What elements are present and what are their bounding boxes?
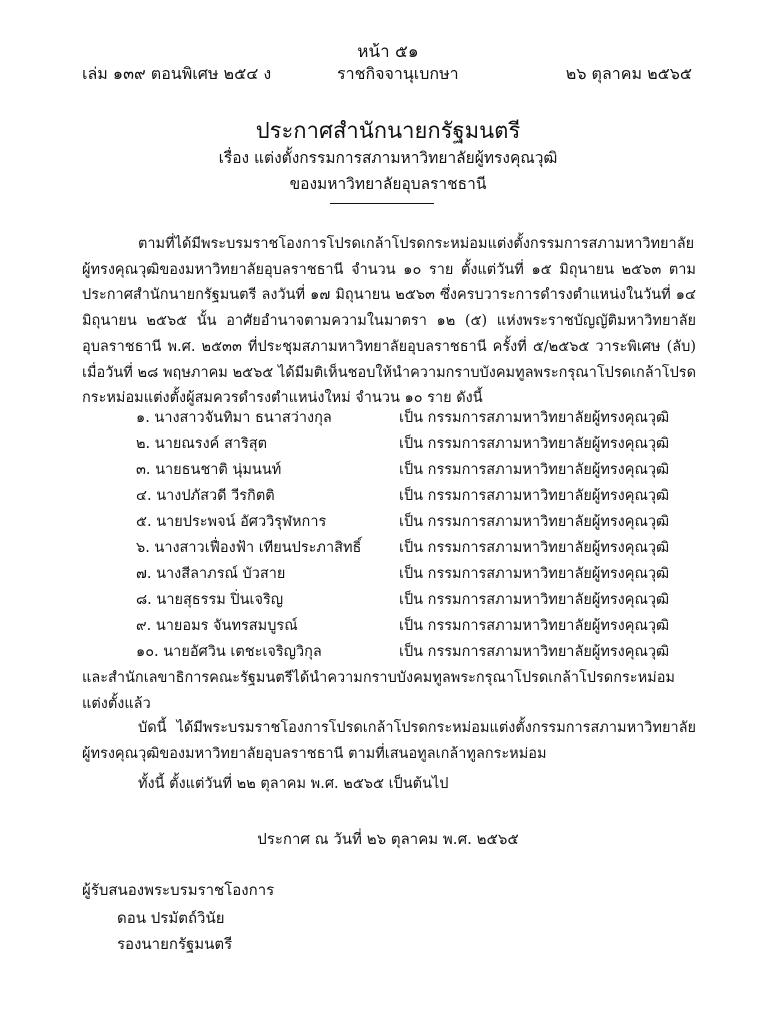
body-paragraph-3-text: บัดนี้ ได้มีพระบรมราชโองการโปรดเกล้าโปรดกระหม่อมแต่งตั้งกรรมการสภามหาวิทยาลัยผู้ทรงคุณวุฒิของมหาวิทยาลัยอุบลราชธานี ตามที่เสนอทูลเกล้าทูลกระหม่อม — [82, 720, 696, 762]
appointee-position: เป็น กรรมการสภามหาวิทยาลัยผู้ทรงคุณวุฒิ — [399, 644, 670, 660]
appointee-position: เป็น กรรมการสภามหาวิทยาลัยผู้ทรงคุณวุฒิ — [399, 436, 670, 452]
appointee-position: เป็น กรรมการสภามหาวิทยาลัยผู้ทรงคุณวุฒิ — [399, 618, 670, 634]
appointee-name: ๖. นางสาวเฟื่องฟ้า เทียนประภาสิทธิ์ — [136, 540, 362, 556]
body-paragraph-1 — [82, 232, 696, 412]
body-paragraph-2: และสำนักเลขาธิการคณะรัฐมนตรีได้นำความกราบบังคมทูลพระกรุณาโปรดเกล้าโปรดกระหม่อมแต่งตั้งแล้ว — [82, 670, 675, 712]
appointee-name: ๘. นายสุธรรม ปิ่นเจริญ — [136, 592, 284, 608]
effective-date: ทั้งนี้ ตั้งแต่วันที่ ๒๒ ตุลาคม พ.ศ. ๒๕๖๕ เป็นต้นไป — [138, 776, 449, 792]
appointee-name: ๒. นายณรงค์ สาริสุต — [136, 436, 268, 452]
appointee-position: เป็น กรรมการสภามหาวิทยาลัยผู้ทรงคุณวุฒิ — [399, 410, 670, 426]
appointee-position: เป็น กรรมการสภามหาวิทยาลัยผู้ทรงคุณวุฒิ — [399, 488, 670, 504]
subject-line: เรื่อง แต่งตั้งกรรมการสภามหาวิทยาลัยผู้ทรงคุณวุฒิ — [218, 149, 558, 167]
appointee-name: ๓. นายธนชาติ นุ่มนนท์ — [136, 462, 282, 478]
gazette-name: ราชกิจจานุเบกษา — [337, 64, 459, 83]
countersign-label: ผู้รับสนองพระบรมราชโองการ — [82, 881, 275, 899]
announcement-date: ประกาศ ณ วันที่ ๒๖ ตุลาคม พ.ศ. ๒๕๖๕ — [257, 830, 519, 848]
signatory-name: ดอน ปรมัตถ์วินัย — [117, 909, 225, 927]
appointee-position: เป็น กรรมการสภามหาวิทยาลัยผู้ทรงคุณวุฒิ — [399, 592, 670, 608]
appointee-position: เป็น กรรมการสภามหาวิทยาลัยผู้ทรงคุณวุฒิ — [399, 514, 670, 530]
signatory-title: รองนายกรัฐมนตรี — [117, 935, 233, 953]
volume-info: เล่ม ๑๓๙ ตอนพิเศษ ๒๕๔ ง — [82, 64, 272, 83]
body-paragraph-3 — [82, 716, 696, 767]
page-number: หน้า ๕๑ — [357, 42, 419, 62]
appointee-name: ๑๐. นายอัศวิน เตชะเจริญวิกุล — [136, 644, 322, 660]
appointee-position: เป็น กรรมการสภามหาวิทยาลัยผู้ทรงคุณวุฒิ — [399, 540, 670, 556]
gazette-header — [82, 62, 692, 86]
announcement-title: ประกาศสำนักนายกรัฐมนตรี — [255, 119, 521, 144]
body-paragraph-1-text: ตามที่ได้มีพระบรมราชโองการโปรดเกล้าโปรดกระหม่อมแต่งตั้งกรรมการสภามหาวิทยาลัยผู้ทรงคุณวุฒิของมหาวิทยาลัยอุบลราชธานี จำนวน ๑๐ ราย ตั้งแต่วันที่ ๑๕ มิถุนายน ๒๕๖๓ ตามประกาศสำนักนายกรัฐมนตรี ลงวันที่ ๑๗ มิถุนายน ๒๕๖๓ ซึ่งครบวาระการดำรงตำแหน่งในวันที่ ๑๔ มิถุนายน ๒๕๖๕ นั้น อาศัยอำนาจตามความในมาตรา ๑๒ (๕) แห่งพระราชบัญญัติมหาวิทยาลัยอุบลราชธานี พ.ศ. ๒๕๓๓ ที่ประชุมสภามหาวิทยาลัยอุบลราชธานี ครั้งที่ ๕/๒๕๖๕ วาระพิเศษ (ลับ) เมื่อวันที่ ๒๘ พฤษภาคม ๒๕๖๕ ได้มีมติเห็นชอบให้นำความกราบบังคมทูลพระกรุณาโปรดเกล้าโปรดกระหม่อมแต่งตั้งผู้สมควรดำรงตำแหน่งใหม่ จำนวน ๑๐ ราย ดังนี้ — [82, 236, 696, 407]
title-divider — [330, 203, 434, 204]
appointee-name: ๗. นางสีลาภรณ์ บัวสาย — [136, 566, 286, 582]
appointee-position: เป็น กรรมการสภามหาวิทยาลัยผู้ทรงคุณวุฒิ — [399, 566, 670, 582]
publication-date: ๒๖ ตุลาคม ๒๕๖๕ — [565, 64, 692, 83]
appointee-name: ๙. นายอมร จันทรสมบูรณ์ — [136, 618, 298, 634]
appointee-name: ๑. นางสาวจันทิมา ธนาสว่างกุล — [136, 410, 332, 426]
appointee-name: ๔. นางปภัสวดี วีรกิตติ — [136, 488, 275, 504]
subject-line-continued: ของมหาวิทยาลัยอุบลราชธานี — [289, 175, 487, 193]
appointee-name: ๕. นายประพจน์ อัศววิรุฬหการ — [136, 514, 327, 530]
appointee-position: เป็น กรรมการสภามหาวิทยาลัยผู้ทรงคุณวุฒิ — [399, 462, 670, 478]
